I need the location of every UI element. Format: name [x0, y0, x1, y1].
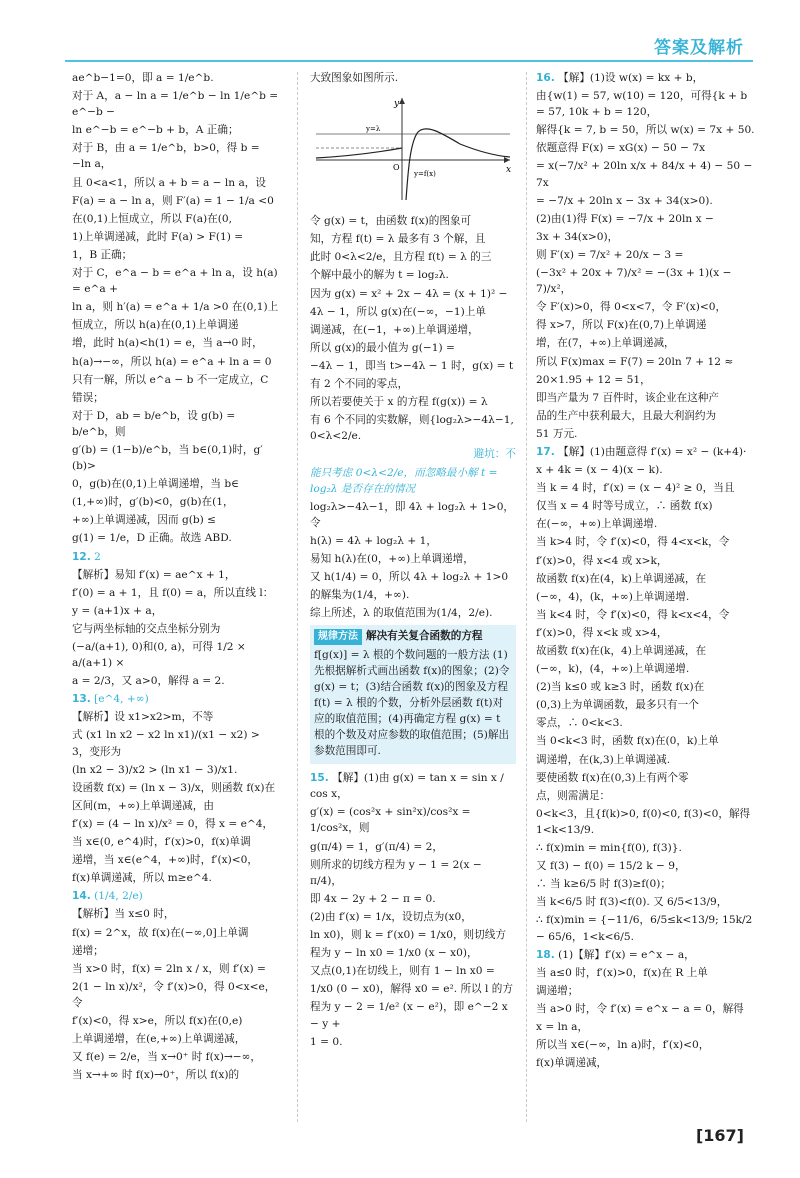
- question-number: 17.: [536, 445, 555, 458]
- text-line: a = 2/3，又 a>0，解得 a = 2.: [72, 675, 225, 688]
- text-line: ∴ f(x)min = {−11/6，6/5≤k<13/9; 15k/2 − 65/6，1<k<6/5.: [536, 914, 753, 943]
- text-line: 又 f(e) = 2/e，当 x→0⁺ 时 f(x)→−∞，: [72, 1051, 262, 1064]
- page-header-title: 答案及解析: [654, 38, 744, 58]
- text-line: 区间(m，+∞)上单调递减，由: [72, 799, 214, 812]
- text-line: 所以 F(x)max = F(7) = 20ln 7 + 12 ≈: [536, 355, 734, 368]
- answer-value: (1/4, 2/e): [94, 890, 143, 903]
- text-line: f′(x)>0，得 x<4 或 x>k，: [536, 554, 668, 567]
- text-line: (−a/(a+1), 0)和(0, a)，可得 1/2 × a/(a+1) ×: [72, 641, 246, 670]
- text-line: 令 g(x) = t，由函数 f(x)的图象可: [310, 215, 472, 228]
- text-line: −4λ − 1，即当 t>−4λ − 1 时，g(x) = t: [310, 359, 514, 372]
- q17-solution: [536, 444, 756, 945]
- text-line: (−∞，k)，(4，+∞)上单调递增.: [536, 663, 690, 676]
- method-body: f[g(x)] = λ 根的个数问题的一般方法 (1)先根据解析式画出函数 f(x)的图象；(2)令 g(x) = t；(3)结合函数 f(x)的图象及方程 f(t) = λ 根的个数，分析外层函数 f(t)对应的取值范围；(4)再确定方程 g(x) = t 根的个数及对应参数的取值范围；(5)解出参数范围即可.: [314, 648, 510, 758]
- text-line: h(λ) = 4λ + log₂λ + 1，: [310, 534, 437, 547]
- text-line: 要使函数 f(x)在(0,3)上有两个零: [536, 771, 689, 784]
- curve-left-branch: [316, 148, 402, 158]
- text-line: 设函数 f(x) = (ln x − 3)/x，则函数 f(x)在: [72, 781, 276, 794]
- column-left: [72, 70, 280, 1085]
- text-line: 且 0<a<1，所以 a + b = a − ln a，设: [72, 176, 266, 189]
- column-divider: [297, 72, 298, 1122]
- text-line: ∴ f(x)min = min{f(0), f(3)}.: [536, 842, 682, 855]
- text-line: F(a) = a − ln a，则 F′(a) = 1 − 1/a <0: [72, 194, 274, 207]
- q16-solution: [536, 70, 756, 442]
- q14-solution: [72, 888, 280, 1083]
- text-line: 调递增，在(k,3)上单调递减.: [536, 753, 671, 766]
- text-line: 【解】(1)由 g(x) = tan x = sin x / cos x，: [310, 772, 504, 801]
- text-line: 恒成立，所以 h(a)在(0,1)上单调递: [72, 319, 239, 332]
- text-line: 依题意得 F(x) = xG(x) − 50 − 7x: [536, 142, 706, 155]
- column-right: [536, 70, 756, 1073]
- text-line: 上单调递增，在(e,+∞)上单调递减，: [72, 1033, 246, 1046]
- text-line: (ln x2 − 3)/x2 > (ln x1 − 3)/x1.: [72, 763, 238, 776]
- pitfall-text: 能只考虑 0<λ<2/e，而忽略最小解 t = log₂λ 是否存在的情况: [310, 466, 498, 495]
- text-line: 对于 D，ab = b/e^b，设 g(b) = b/e^b，则: [72, 409, 236, 438]
- column-divider: [526, 72, 527, 1122]
- text-line: 程为 y − ln x0 = 1/x0 (x − x0)，: [310, 947, 478, 960]
- text-line: 20×1.95 + 12 = 51，: [536, 373, 651, 386]
- text-line: 【解析】易知 f′(x) = ae^x + 1，: [72, 568, 236, 581]
- text-line: 即 4x − 2y + 2 − π = 0.: [310, 892, 436, 905]
- text-line: 综上所述，λ 的取值范围为(1/4，2/e).: [310, 607, 493, 620]
- text-line: 易知 h(λ)在(0，+∞)上单调递增，: [310, 552, 474, 565]
- text-line: 递增；: [72, 944, 104, 957]
- text-line: 1 = 0.: [310, 1035, 343, 1048]
- q13-header: [72, 691, 280, 707]
- text-line: 当 0<k<3 时，函数 f(x)在(0，k)上单: [536, 735, 719, 748]
- text-line: 对于 A，a − ln a = 1/e^b − ln 1/e^b = e^−b −: [72, 90, 279, 119]
- text-line: 所以 g(x)的最小值为 g(−1) =: [310, 341, 455, 354]
- function-graph-figure: [310, 92, 516, 204]
- text-line: 【解】(1)设 w(x) = kx + b，: [558, 72, 704, 84]
- text-line: 大致图象如图所示.: [310, 72, 399, 84]
- q12-solution: [72, 549, 280, 690]
- text-line: 有 6 个不同的实数解，则{log₂λ>−4λ−1, 0<λ<2/e.: [310, 414, 514, 443]
- answer-value: [e^4, +∞): [94, 693, 149, 706]
- text-line: g′(b) = (1−b)/e^b，当 b∈(0,1)时，g′(b)>: [72, 443, 263, 473]
- q12-header: [72, 549, 280, 565]
- text-line: 【解析】当 x≤0 时，: [72, 908, 175, 921]
- text-line: ln x0)，则 k = f′(x0) = 1/x0，则切线方: [310, 929, 506, 942]
- text-line: 增，在(7，+∞)上单调递减，: [536, 337, 675, 350]
- method-title: 解决有关复合函数的方程: [366, 630, 483, 643]
- q11-continuation: [72, 70, 280, 547]
- question-number: 15.: [310, 772, 329, 785]
- text-line: (2)当 k≤0 或 k≥3 时，函数 f(x)在: [536, 681, 705, 694]
- text-line: 在(−∞，+∞)上单调递增.: [536, 518, 658, 531]
- text-line: 所以当 x∈(−∞，ln a)时，f′(x)<0，: [536, 1039, 710, 1052]
- text-line: 1/x0 (0 − x0)，解得 x0 = e². 所以 l 的方: [310, 983, 513, 996]
- text-line: 对于 B，由 a = 1/e^b，b>0，得 b = −ln a，: [72, 142, 260, 171]
- answer-value: 2: [94, 550, 101, 563]
- text-line: (−3x² + 20x + 7)/x² = −(3x + 1)(x − 7)/x²，: [536, 267, 732, 296]
- text-line: f′(0) = a + 1，且 f(0) = a，所以直线 l：: [72, 586, 274, 599]
- text-line: (1,+∞)时，g′(b)<0，g(b)在(1，: [72, 496, 234, 509]
- q15-solution: [310, 770, 516, 1050]
- text-line: ln a，则 h′(a) = e^a + 1/a >0 在(0,1)上: [72, 301, 279, 314]
- text-line: 0，g(b)在(0,1)上单调递增，当 b∈: [72, 478, 240, 491]
- text-line: 在(0,1)上恒成立，所以 F(a)在(0,: [72, 212, 232, 225]
- text-line: 则 F′(x) = 7/x² + 20/x − 3 =: [536, 248, 684, 261]
- text-line: 得 x>7，所以 F(x)在(0,7)上单调递: [536, 319, 707, 332]
- axis-label-x: x: [506, 165, 512, 176]
- curve-right-branch: [406, 129, 510, 200]
- q15-header: [310, 770, 516, 802]
- text-line: 当 k = 4 时，f′(x) = (x − 4)² ≥ 0，当且: [536, 482, 735, 495]
- text-line: 错误；: [72, 391, 104, 404]
- text-line: (2)由 f′(x) = 1/x，设切点为(x0，: [310, 910, 472, 923]
- text-line: (0,3)上为单调函数，最多只有一个: [536, 699, 699, 712]
- q17-header: [536, 444, 756, 460]
- text-line: 零点，∴ 0<k<3.: [536, 717, 623, 730]
- text-line: 故函数 f(x)在(4，k)上单调递减，在: [536, 572, 707, 585]
- text-line: f(x)单调递减，所以 m≥e^4.: [72, 872, 212, 885]
- question-number: 18.: [536, 948, 555, 961]
- text-line: f′(x)<0，得 x>e，所以 f(x)在(0,e): [72, 1014, 243, 1027]
- question-number: 12.: [72, 550, 91, 563]
- text-line: x = ln a，: [536, 1020, 589, 1033]
- curve-label: y=f(x): [414, 170, 436, 179]
- q18-header: [536, 947, 756, 963]
- question-number: 14.: [72, 890, 91, 903]
- text-line: 当 a>0 时，令 f′(x) = e^x − a = 0，解得: [536, 1002, 744, 1015]
- text-line: 当 k<6/5 时 f(3)<f(0). 又 6/5<13/9，: [536, 896, 728, 909]
- text-line: 1，B 正确；: [72, 248, 133, 261]
- text-line: 当 a≤0 时，f′(x)>0，f(x)在 R 上单: [536, 966, 708, 979]
- text-line: = −7/x + 20ln x − 3x + 34(x>0).: [536, 194, 713, 207]
- q13-solution: [72, 691, 280, 886]
- text-line: 所以若要使关于 x 的方程 f(g(x)) = λ: [310, 396, 488, 409]
- q14-header: [72, 888, 280, 904]
- text-line: (1)【解】f′(x) = e^x − a，: [558, 948, 695, 961]
- text-line: 因为 g(x) = x² + 2x − 4λ = (x + 1)² −: [310, 287, 508, 300]
- page-number: [167]: [695, 1126, 744, 1145]
- text-line: 3x + 34(x>0)，: [536, 230, 619, 243]
- text-line: 51 万元.: [536, 427, 578, 440]
- text-line: 由{w(1) = 57, w(10) = 120，可得{k + b = 57, 10k + b = 120，: [536, 90, 748, 119]
- text-line: +∞)上单调递减，因而 g(b) ≤: [72, 514, 217, 527]
- axis-label-y: y: [394, 99, 400, 110]
- text-line: 当 k>4 时，令 f′(x)<0，得 4<x<k，令: [536, 536, 730, 549]
- text-line: = x(−7/x² + 20ln x/x + 84/x + 4) − 50 − 7x: [536, 160, 753, 189]
- text-line: 当 x→+∞ 时 f(x)→0⁺，所以 f(x)的: [72, 1069, 240, 1082]
- text-line: 只有一解，所以 e^a − b 不一定成立，C: [72, 373, 269, 386]
- text-line: 2(1 − ln x)/x²，令 f′(x)>0，得 0<x<e，令: [72, 980, 276, 1009]
- text-line: g(π/4) = 1，g′(π/4) = 2，: [310, 840, 443, 853]
- text-line: 故函数 f(x)在(k，4)上单调递减，在: [536, 645, 707, 657]
- text-line: f′(x)>0，得 x<k 或 x>4，: [536, 626, 668, 639]
- question-number: 13.: [72, 693, 91, 706]
- method-heading: [314, 628, 512, 644]
- text-line: 又 h(1/4) = 0，所以 4λ + log₂λ + 1>0: [310, 571, 509, 584]
- text-line: (−∞，4)，(k，+∞)上单调递增.: [536, 590, 690, 603]
- text-line: f′(x) = (4 − ln x)/x² = 0，得 x = e^4，: [72, 817, 274, 830]
- text-line: 点，则需满足：: [536, 789, 611, 802]
- text-line: 0<k<3，且{f(k)>0, f(0)<0, f(3)<0，解得 1<k<13/9.: [536, 807, 751, 836]
- text-line: 又点(0,1)在切线上，则有 1 − ln x0 =: [310, 965, 495, 978]
- text-line: 对于 C，e^a − b = e^a + ln a，设 h(a) = e^a +: [72, 267, 278, 296]
- pitfall-note: [310, 446, 516, 462]
- text-line: 【解】(1)由题意得 f′(x) = x² − (k+4)·: [558, 445, 747, 458]
- column-middle: [310, 70, 516, 1052]
- question-number: 16.: [536, 72, 555, 84]
- text-line: 调递减，在(−1，+∞)上单调递增，: [310, 323, 479, 336]
- text-line: 即当产量为 7 百件时，该企业在这种产: [536, 391, 719, 404]
- text-line: 【解析】设 x1>x2>m，不等: [72, 711, 214, 724]
- text-line: y = (a+1)x + a，: [72, 604, 163, 617]
- text-line: 当 x>0 时，f(x) = 2ln x / x，则 f′(x) =: [72, 962, 266, 975]
- q18-solution: [536, 947, 756, 1072]
- text-line: 递增，当 x∈(e^4，+∞)时，f′(x)<0，: [72, 854, 258, 867]
- text-line: h(a)→−∞，所以 h(a) = e^a + ln a = 0: [72, 355, 272, 368]
- text-line: ln e^−b = e^−b + b，A 正确；: [72, 124, 239, 137]
- text-line: log₂λ>−4λ−1，即 4λ + log₂λ + 1>0，令: [310, 500, 515, 529]
- text-line: 当 x∈(0, e^4)时，f′(x)>0，f(x)单调: [72, 836, 251, 849]
- text-line: 程为 y − 2 = 1/e² (x − e²)，即 e^−2 x − y +: [310, 1001, 508, 1030]
- text-line: 当 k<4 时，令 f′(x)<0，得 k<x<4，令: [536, 608, 730, 621]
- text-line: 则所求的切线方程为 y − 1 = 2(x − π/4)，: [310, 858, 482, 887]
- text-line: 4λ − 1，所以 g(x)在(−∞，−1)上单: [310, 305, 486, 318]
- y-axis-arrow-icon: [399, 98, 405, 104]
- text-line: 令 F′(x)>0，得 0<x<7，令 F′(x)<0，: [536, 301, 727, 314]
- text-line: 增，此时 h(a)<h(1) = e，当 a→0 时，: [72, 337, 263, 350]
- text-line: f(x)单调递减，: [536, 1057, 608, 1070]
- text-line: ∴ 当 k≥6/5 时 f(3)≥f(0)；: [536, 878, 671, 891]
- text-line: 调递增；: [536, 984, 579, 997]
- text-line: 个解中最小的解为 t = log₂λ.: [310, 269, 449, 282]
- text-line: 1)上单调递减，此时 F(a) > F(1) =: [72, 230, 244, 243]
- text-line: 解得{k = 7, b = 50，所以 w(x) = 7x + 50.: [536, 124, 755, 137]
- text-line: x + 4k = (x − 4)(x − k).: [536, 464, 663, 477]
- text-line: 的解集为(1/4，+∞).: [310, 589, 410, 602]
- header-rule: [65, 60, 753, 62]
- text-line: 有 2 个不同的零点，: [310, 378, 409, 391]
- origin-label: O: [393, 163, 400, 173]
- text-line: 仅当 x = 4 时等号成立，∴ 函数 f(x): [536, 500, 713, 513]
- text-line: (2)由(1)得 F(x) = −7/x + 20ln x −: [536, 212, 714, 225]
- text-line: 又 f(3) − f(0) = 15/2 k − 9，: [536, 860, 686, 873]
- text-line: f(x) = 2^x，故 f(x)在(−∞,0]上单调: [72, 926, 249, 939]
- text-line: g(1) = 1/e，D 正确。故选 ABD.: [72, 532, 232, 545]
- method-label: 规律方法: [314, 629, 362, 644]
- text-line: 此时 0<λ<2/e，且方程 f(t) = λ 的三: [310, 251, 492, 264]
- method-summary-box: [310, 625, 516, 764]
- text-line: 品的生产中获利最大，且最大利润约为: [536, 409, 717, 422]
- text-line: 式 (x1 ln x2 − x2 ln x1)/(x1 − x2) > 3，变形为: [72, 729, 260, 758]
- x-axis-arrow-icon: [504, 157, 510, 163]
- text-line: ae^b−1=0，即 a = 1/e^b.: [72, 72, 214, 84]
- pitfall-tag: 避坑：不: [473, 448, 516, 461]
- lambda-line-label: y=λ: [366, 125, 381, 134]
- q16-header: [536, 70, 756, 86]
- text-line: g′(x) = (cos²x + sin²x)/cos²x = 1/cos²x，则: [310, 806, 471, 835]
- text-line: 它与两坐标轴的交点坐标分别为: [72, 622, 221, 635]
- text-line: 知，方程 f(t) = λ 最多有 3 个解，且: [310, 233, 486, 246]
